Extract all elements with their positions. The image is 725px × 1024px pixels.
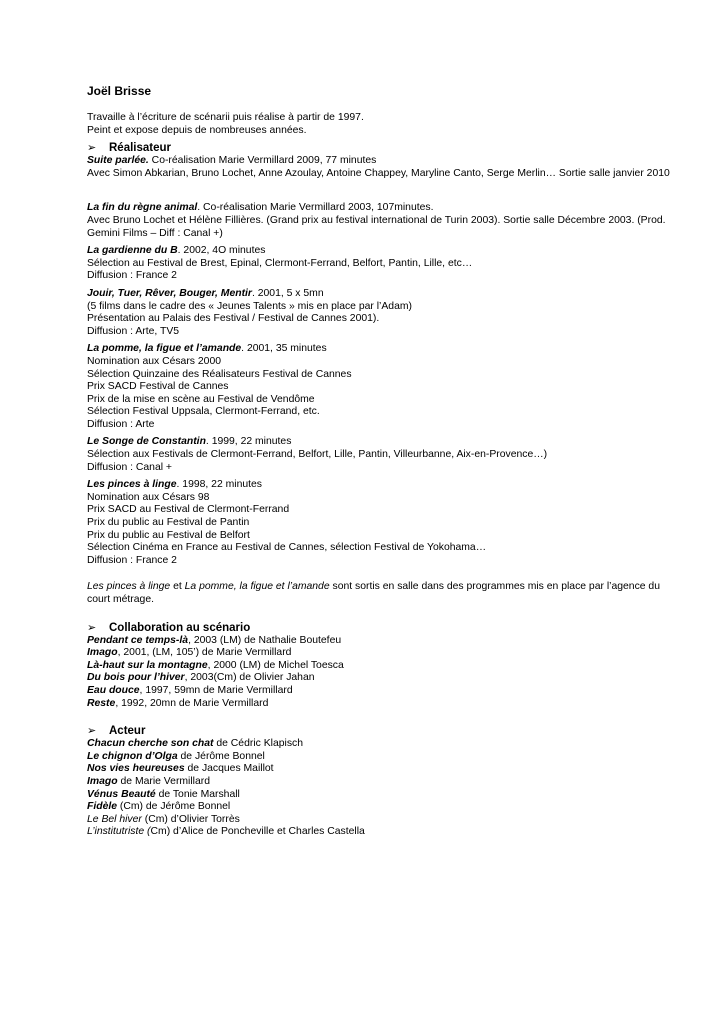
film-entry: [87, 479, 677, 567]
film-line: Diffusion : France 2: [87, 270, 177, 282]
film-line: Prix de la mise en scène au Festival de Vendôme: [87, 393, 315, 405]
list-item: [87, 635, 677, 648]
film-line: Sélection Cinéma en France au Festival de Cannes, sélection Festival de Yokohama…: [87, 542, 487, 554]
item-title: Fidèle: [87, 801, 118, 813]
film-details: . 2001, 35 minutes: [241, 343, 327, 355]
item-title: Chacun cherche son chat: [87, 738, 214, 750]
item-title: Imago: [87, 775, 118, 787]
document-page: [87, 84, 677, 839]
film-entry: [87, 245, 677, 283]
item-details: (Cm) d’Olivier Torrès: [141, 813, 240, 825]
film-title: La pomme, la figue et l’amande: [87, 343, 242, 355]
item-title: Le Bel hiver: [87, 813, 142, 825]
item-title: Le chignon d’Olga: [87, 750, 178, 762]
item-details: (Cm) de Jérôme Bonnel: [117, 801, 231, 813]
film-entry: [87, 288, 677, 338]
film-entry: [87, 202, 677, 240]
film-line: Prix SACD Festival de Cannes: [87, 381, 229, 393]
item-title: Vénus Beauté: [87, 788, 156, 800]
film-line: Diffusion : France 2: [87, 554, 177, 566]
film-title: Le Songe de Constantin: [87, 436, 206, 448]
film-line: Nomination aux Césars 2000: [87, 355, 221, 367]
arrow-bullet-icon: ➢: [87, 142, 97, 155]
note-text: sont sortis en salle dans des programmes mis en place par l’agence du court métrage.: [87, 581, 660, 605]
intro-line: Peint et expose depuis de nombreuses années.: [87, 124, 307, 136]
film-line: Diffusion : Arte: [87, 418, 155, 430]
note-title: Les pinces à linge: [87, 581, 171, 593]
arrow-bullet-icon: ➢: [87, 725, 97, 738]
film-title: Jouir, Tuer, Rêver, Bouger, Mentir: [87, 287, 252, 299]
film-details: Co-réalisation Marie Vermillard 2009, 77 minutes: [148, 155, 377, 167]
film-line: (5 films dans le cadre des « Jeunes Talents » mis en place par l’Adam): [87, 300, 412, 312]
item-title: Nos vies heureuses: [87, 763, 185, 775]
item-details: de Jacques Maillot: [184, 763, 274, 775]
film-title: La gardienne du B: [87, 245, 178, 257]
film-line: Sélection aux Festivals de Clermont-Ferrand, Belfort, Lille, Pantin, Villeurbanne, Aix-en-Provence…): [87, 449, 548, 461]
acteur-list: [87, 738, 677, 839]
film-details: . 2002, 4O minutes: [177, 245, 266, 257]
note-text: et: [170, 581, 185, 593]
list-item: [87, 801, 677, 814]
item-title: L’institutriste (: [87, 826, 151, 838]
item-title: Pendant ce temps-là: [87, 634, 189, 646]
film-entry: [87, 436, 677, 474]
author-name: Joël Brisse: [87, 84, 152, 98]
item-details: Cm) d’Alice de Poncheville et Charles Castella: [150, 826, 365, 838]
section-heading-acteur: [87, 724, 677, 738]
section-heading-label: Collaboration au scénario: [109, 621, 251, 634]
list-item: [87, 814, 677, 827]
list-item: [87, 751, 677, 764]
film-details: . 1998, 22 minutes: [176, 479, 263, 491]
film-details: . 1999, 22 minutes: [205, 436, 292, 448]
section-heading-label: Acteur: [109, 725, 146, 738]
film-line: Prix du public au Festival de Belfort: [87, 529, 250, 541]
list-item: [87, 685, 677, 698]
item-details: , 1992, 20mn de Marie Vermillard: [115, 697, 269, 709]
list-item: [87, 763, 677, 776]
film-line: Diffusion : Canal +: [87, 461, 173, 473]
list-item: [87, 738, 677, 751]
item-details: , 2000 (LM) de Michel Toesca: [207, 659, 344, 671]
intro: [87, 112, 677, 137]
item-details: de Tonie Marshall: [155, 788, 240, 800]
film-line: Diffusion : Arte, TV5: [87, 325, 180, 337]
section-heading-realisateur: [87, 141, 677, 155]
item-details: , 2003 (LM) de Nathalie Boutefeu: [188, 634, 342, 646]
item-title: Du bois pour l’hiver: [87, 672, 185, 684]
film-line: Sélection au Festival de Brest, Epinal, Clermont-Ferrand, Belfort, Pantin, Lille, etc…: [87, 257, 473, 269]
item-title: Là-haut sur la montagne: [87, 659, 208, 671]
film-line: Sélection Quinzaine des Réalisateurs Festival de Cannes: [87, 368, 352, 380]
list-item: [87, 698, 677, 711]
list-item: [87, 660, 677, 673]
section-heading-collaboration: [87, 621, 677, 635]
list-item: [87, 776, 677, 789]
release-note: [87, 581, 677, 606]
item-title: Imago: [87, 647, 118, 659]
item-details: , 2001, (LM, 105’) de Marie Vermillard: [117, 647, 292, 659]
film-line: Prix SACD au Festival de Clermont-Ferrand: [87, 504, 290, 516]
film-details: . 2001, 5 x 5mn: [251, 287, 324, 299]
list-item: [87, 826, 677, 839]
film-details: . Co-réalisation Marie Vermillard 2003, 107minutes.: [197, 202, 434, 214]
film-line: Sélection Festival Uppsala, Clermont-Ferrand, etc.: [87, 406, 320, 418]
item-title: Reste: [87, 697, 116, 709]
collaboration-list: [87, 635, 677, 711]
film-line: Prix du public au Festival de Pantin: [87, 517, 250, 529]
item-details: , 2003(Cm) de Olivier Jahan: [184, 672, 315, 684]
intro-line: Travaille à l’écriture de scénarii puis réalise à partir de 1997.: [87, 112, 364, 123]
item-title: Eau douce: [87, 684, 140, 696]
film-entry: [87, 343, 677, 431]
list-item: [87, 647, 677, 660]
film-title: Les pinces à linge: [87, 479, 177, 491]
section-heading-label: Réalisateur: [109, 142, 172, 155]
film-line: Présentation au Palais des Festival / Festival de Cannes 2001).: [87, 313, 380, 325]
film-line: Nomination aux Césars 98: [87, 491, 210, 503]
item-details: , 1997, 59mn de Marie Vermillard: [139, 684, 293, 696]
film-entry: [87, 155, 677, 180]
film-title: Suite parlée.: [87, 155, 149, 167]
arrow-bullet-icon: ➢: [87, 621, 97, 634]
item-details: de Jérôme Bonnel: [177, 750, 265, 762]
item-details: de Marie Vermillard: [117, 775, 211, 787]
film-title: La fin du règne animal: [87, 202, 198, 214]
note-title: La pomme, la figue et l’amande: [184, 581, 330, 593]
item-details: de Cédric Klapisch: [213, 738, 303, 750]
list-item: [87, 672, 677, 685]
list-item: [87, 789, 677, 802]
film-line: Avec Bruno Lochet et Hélène Fillières. (Grand prix au festival international de Turin 2003). Sortie salle Décembre 2003. (Prod. Gemini Films – Diff : Canal +): [87, 214, 666, 239]
film-line: Avec Simon Abkarian, Bruno Lochet, Anne Azoulay, Antoine Chappey, Maryline Canto, Serge Merlin… Sortie salle janvier 2010: [87, 167, 670, 179]
